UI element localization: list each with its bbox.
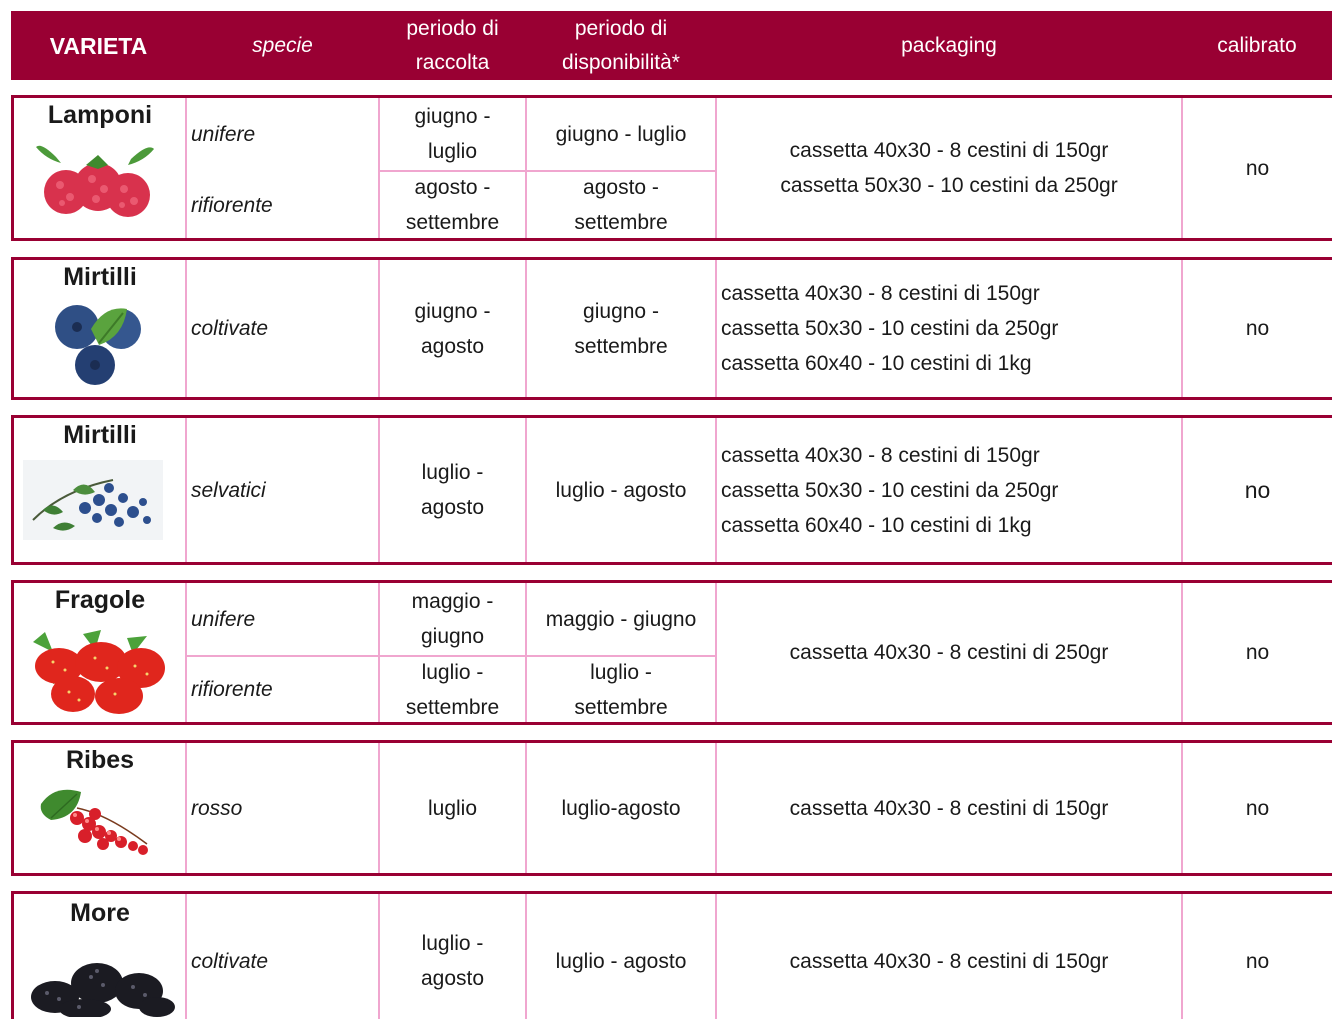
packaging-line: cassetta 40x30 - 8 cestini di 150gr — [721, 443, 1040, 467]
raccolta-cell — [380, 657, 525, 722]
packaging-cell: cassetta 40x30 - 8 cestini di 150gr — [789, 949, 1109, 973]
packaging-line: cassetta 50x30 - 10 cestini da 250gr — [721, 478, 1059, 502]
specie-cell: coltivate — [191, 317, 269, 340]
cultivated-blueberries-image — [43, 299, 151, 389]
packaging-line: cassetta 60x40 - 10 cestini di 1kg — [721, 352, 1032, 375]
raccolta-cell — [380, 260, 525, 397]
packaging-cell: cassetta 40x30 - 8 cestini di 150gr — [789, 796, 1109, 820]
disponibilita-cell: luglio - agosto — [555, 949, 687, 973]
table-header — [11, 11, 1332, 80]
variety-name: Lamponi — [47, 101, 153, 129]
raccolta-line: agosto — [420, 496, 485, 519]
disponibilita-cell: luglio-agosto — [561, 796, 681, 820]
table-row-mirtilli-coltivate — [11, 257, 1332, 400]
header-specie: specie — [252, 33, 313, 57]
raccolta-line: agosto — [420, 967, 485, 990]
raccolta-line: giugno — [420, 625, 485, 648]
table-row-ribes — [11, 740, 1332, 876]
packaging-cell — [717, 418, 1181, 562]
calibrato-cell: no — [1245, 317, 1270, 340]
specie-cell: coltivate — [191, 949, 269, 973]
calibrato-cell: no — [1245, 949, 1270, 973]
disponibilita-cell: maggio - giugno — [545, 607, 697, 631]
variety-name: Mirtilli — [63, 421, 137, 449]
disponibilita-line: settembre — [574, 211, 668, 234]
disponibilita-cell — [527, 657, 715, 722]
calibrato-cell: no — [1245, 796, 1270, 820]
raccolta-line: settembre — [405, 211, 500, 234]
calibrato-cell: no — [1244, 476, 1271, 503]
packaging-line: cassetta 40x30 - 8 cestini di 150gr — [789, 139, 1109, 162]
header-disponibilita-line1: periodo di — [574, 16, 668, 40]
specie-cell: unifere — [191, 607, 256, 631]
header-raccolta — [379, 11, 526, 80]
header-calibrato: calibrato — [1217, 33, 1297, 57]
disponibilita-line: agosto - — [583, 176, 659, 199]
variety-name: Ribes — [65, 746, 135, 774]
header-varieta: VARIETA — [49, 32, 148, 59]
header-raccolta-line1: periodo di — [406, 16, 499, 40]
raccolta-line: agosto — [420, 334, 485, 358]
specie-cell: rosso — [191, 796, 243, 820]
packaging-line: cassetta 60x40 - 10 cestini di 1kg — [721, 513, 1032, 537]
raccolta-line: agosto - — [414, 176, 491, 199]
packaging-cell — [717, 98, 1181, 238]
table-row-more — [11, 891, 1332, 1019]
packaging-line: cassetta 50x30 - 10 cestini da 250gr — [721, 317, 1059, 340]
specie-cell: rifiorente — [191, 193, 273, 217]
raccolta-cell — [380, 418, 525, 562]
raccolta-line: giugno - — [414, 299, 491, 323]
wild-blueberries-image — [23, 460, 163, 540]
header-packaging: packaging — [901, 33, 997, 57]
specie-cell: unifere — [191, 122, 256, 146]
header-disponibilita-line2: disponibilità* — [562, 50, 680, 74]
variety-name: Fragole — [54, 586, 146, 614]
disponibilita-cell: luglio - agosto — [555, 478, 687, 502]
raccolta-cell — [380, 894, 525, 1028]
raccolta-line: settembre — [405, 695, 500, 719]
specie-cell: selvatici — [191, 478, 266, 502]
disponibilita-line: giugno - — [583, 299, 659, 323]
specie-cell: rifiorente — [191, 678, 273, 701]
packaging-line: cassetta 40x30 - 8 cestini di 150gr — [721, 282, 1040, 305]
table-row-mirtilli-selvatici — [11, 415, 1332, 565]
raccolta-cell: luglio — [427, 796, 478, 820]
strawberries-image — [23, 622, 175, 722]
raccolta-line: giugno - — [414, 105, 491, 128]
raspberries-image — [36, 137, 156, 227]
calibrato-cell: no — [1245, 641, 1270, 664]
variety-name: More — [70, 899, 130, 927]
table-row-fragole — [11, 580, 1332, 725]
packaging-line: cassetta 50x30 - 10 cestini da 250gr — [780, 174, 1118, 197]
raccolta-line: luglio - — [421, 932, 484, 955]
raccolta-line: luglio — [427, 140, 478, 163]
packaging-cell: cassetta 40x30 - 8 cestini di 250gr — [789, 641, 1109, 664]
disponibilita-line: settembre — [574, 334, 668, 358]
variety-name: Mirtilli — [63, 263, 137, 291]
raccolta-line: maggio - — [411, 590, 494, 613]
header-disponibilita — [526, 11, 716, 80]
disponibilita-cell — [527, 260, 715, 397]
raccolta-cell — [380, 172, 525, 238]
table-row-lamponi — [11, 95, 1332, 241]
raccolta-cell — [380, 98, 525, 170]
header-raccolta-line2: raccolta — [415, 50, 490, 74]
packaging-cell — [717, 260, 1181, 397]
blackberries-image — [27, 953, 177, 1017]
disponibilita-line: luglio - — [590, 660, 652, 684]
disponibilita-cell: giugno - luglio — [555, 122, 687, 146]
raccolta-line: luglio - — [421, 660, 484, 684]
raccolta-line: luglio - — [421, 461, 484, 484]
calibrato-cell: no — [1245, 156, 1270, 180]
disponibilita-cell — [527, 172, 715, 238]
disponibilita-line: settembre — [574, 695, 668, 719]
red-currants-image — [37, 784, 159, 864]
raccolta-cell — [380, 583, 525, 655]
